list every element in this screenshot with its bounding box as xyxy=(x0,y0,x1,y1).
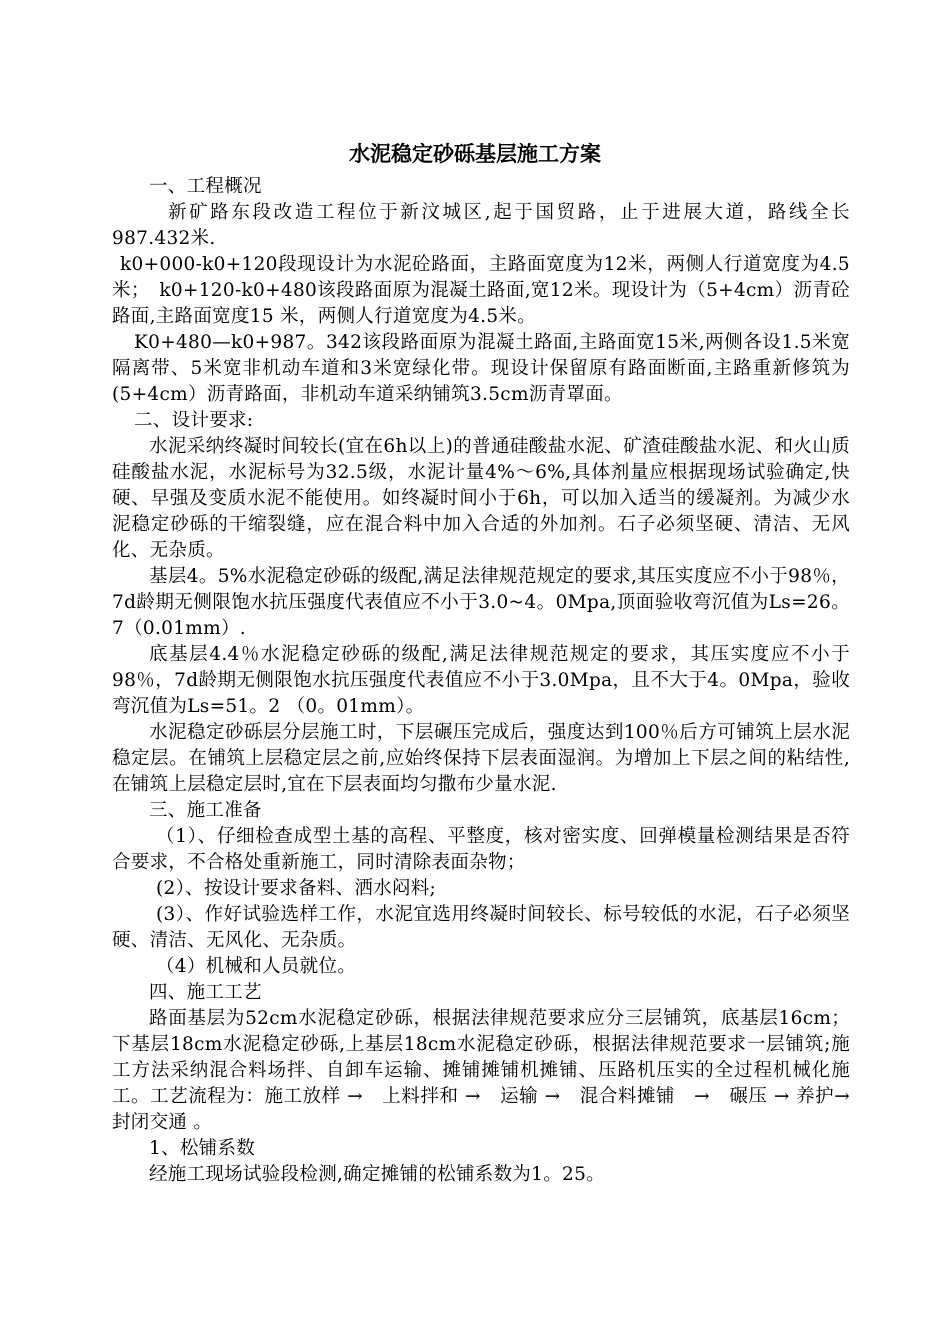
section-heading-overview: 一、工程概况 xyxy=(149,176,262,197)
paragraph: 基层4。5%水泥稳定砂砾的级配,满足法律规范规定的要求,其压实度应不小于98％，7d龄期无侧限饱水抗压强度代表值应不小于3.0~4。0Mpa,顶面验收弯沉值为Ls=26。7（0.01mm）. xyxy=(112,566,850,639)
paragraph: 新矿路东段改造工程位于新汶城区,起于国贸路，止于进展大道，路线全长987.432米. xyxy=(112,202,850,249)
section-heading-design: 二、设计要求: xyxy=(134,410,254,431)
list-item: （1）、仔细检查成型土基的高程、平整度，核对密实度、回弹模量检测结果是否符合要求，不合格处重新施工，同时清除表面杂物； xyxy=(112,826,850,873)
list-item: (2）、按设计要求备料、洒水闷料; xyxy=(156,878,437,899)
section-heading-process: 四、施工工艺 xyxy=(149,982,262,1003)
paragraph: K0+480—k0+987。342该段路面原为混凝土路面,主路面宽15米,两侧各设1.5米宽隔离带、5米宽非机动车道和3米宽绿化带。现设计保留原有路面断面,主路重新修筑为(5+4cm）沥青路面，非机动车道采纳铺筑3.5cm沥青罩面。 xyxy=(112,332,850,405)
paragraph: 水泥稳定砂砾层分层施工时，下层碾压完成后，强度达到100％后方可铺筑上层水泥稳定层。在铺筑上层稳定层之前,应始终保持下层表面湿润。为增加上下层之间的粘结性,在铺筑上层稳定层时,宜在下层表面均匀撒布少量水泥. xyxy=(112,722,850,795)
paragraph: 底基层4.4％水泥稳定砂砾的级配,满足法律规范规定的要求，其压实度应不小于98％，7d龄期无侧限饱水抗压强度代表值应不小于3.0Mpa，且不大于4。0Mpa，验收弯沉值为Ls=51。2 （0。01mm）。 xyxy=(112,644,850,717)
paragraph: 经施工现场试验段检测,确定摊铺的松铺系数为1。25。 xyxy=(149,1164,605,1185)
paragraph: 路面基层为52cm水泥稳定砂砾，根据法律规范要求应分三层铺筑，底基层16cm；下基层18cm水泥稳定砂砾,上基层18cm水泥稳定砂砾，根据法律规范要求一层铺筑;施工方法采纳混合料场拌、自卸车运输、摊铺摊铺机摊铺、压路机压实的全过程机械化施工。工艺流程为：施工放样 → 上料拌和 → 运输 → 混合料摊铺 → 碾压 → 养护→ 封闭交通 。 xyxy=(112,1008,850,1133)
list-item: （4）机械和人员就位。 xyxy=(156,956,357,977)
paragraph: 水泥采纳终凝时间较长(宜在6h以上)的普通硅酸盐水泥、矿渣硅酸盐水泥、和火山质硅酸盐水泥，水泥标号为32.5级，水泥计量4%～6%,具体剂量应根据现场试验确定,快硬、早强及变质水泥不能使用。如终凝时间小于6h，可以加入适当的缓凝剂。为减少水泥稳定砂砾的干缩裂缝，应在混合料中加入合适的外加剂。石子必须坚硬、清洁、无风化、无杂质。 xyxy=(112,436,850,561)
paragraph: k0+000-k0+120段现设计为水泥砼路面，主路面宽度为12米，两侧人行道宽度为4.5米； k0+120-k0+480该段路面原为混凝土路面,宽12米。现设计为（5+4cm）沥青砼路面,主路面宽度15 米，两侧人行道宽度为4.5米。 xyxy=(112,254,850,327)
list-item: (3）、作好试验选样工作，水泥宜选用终凝时间较长、标号较低的水泥，石子必须坚硬、清洁、无风化、无杂质。 xyxy=(112,904,850,951)
subsection-heading: 1、松铺系数 xyxy=(149,1138,256,1159)
section-heading-preparation: 三、施工准备 xyxy=(149,800,262,821)
document-title: 水泥稳定砂砾基层施工方案 xyxy=(349,142,601,166)
document-body xyxy=(112,174,850,1188)
